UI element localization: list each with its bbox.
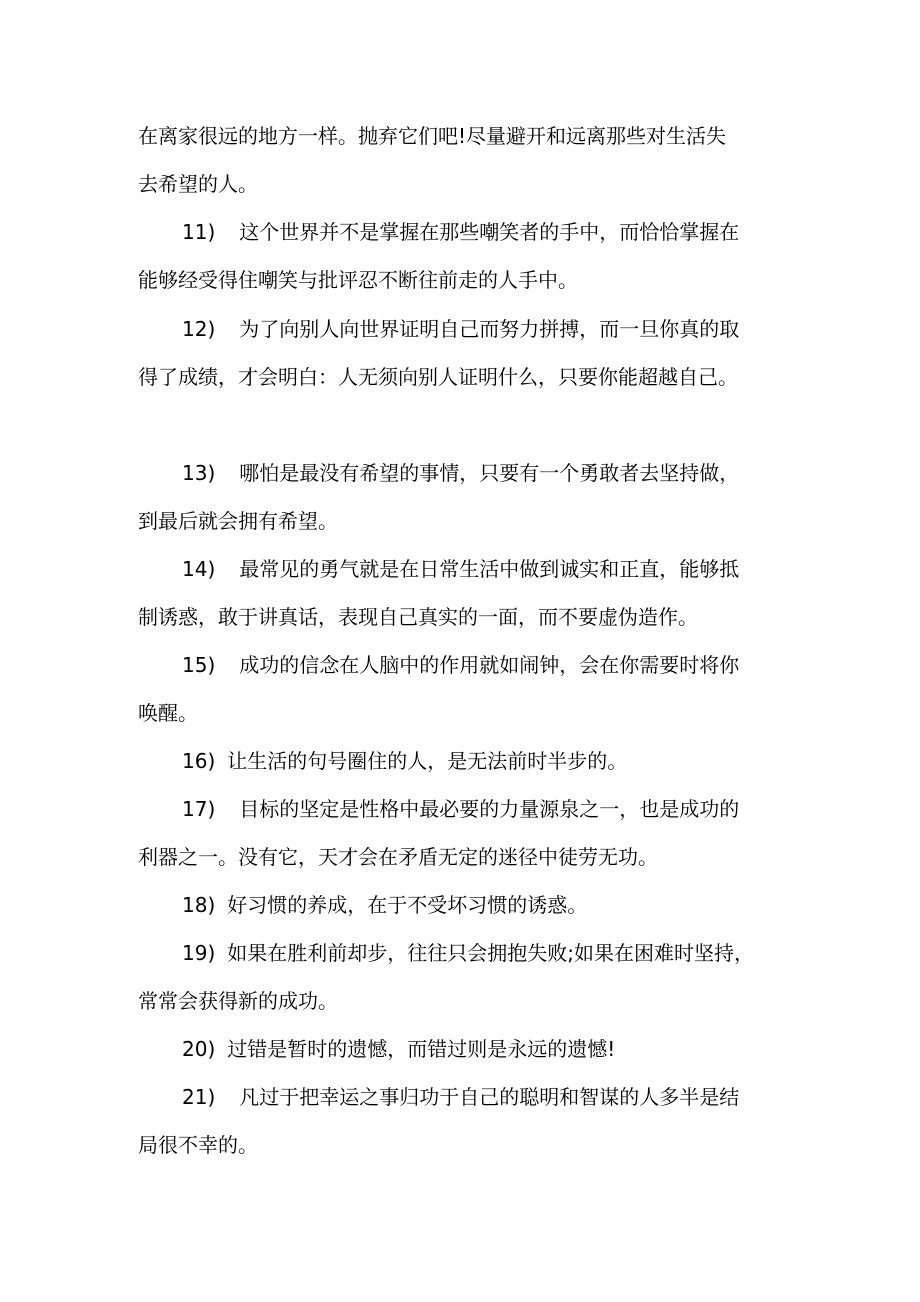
item-text: 凡过于把幸运之事归功于自己的聪明和智谋的人多半是结 [239,1085,740,1109]
continuation-paragraph [138,112,798,208]
item-text-continued: 得了成绩，才会明白：人无须向别人证明什么，只要你能超越自己。 [138,365,738,389]
list-item-17 [138,785,798,881]
item-number: 17) [182,797,216,821]
item-text: 最常见的勇气就是在日常生活中做到诚实和正直，能够抵 [239,557,740,581]
list-item-13 [138,449,798,545]
item-text: 成功的信念在人脑中的作用就如闹钟，会在你需要时将你 [239,653,740,677]
list-item-20 [138,1025,798,1073]
item-text-continued: 利器之一。没有它，天才会在矛盾无定的迷径中徒劳无功。 [138,845,658,869]
item-number: 14) [182,557,216,581]
item-text-continued: 局很不幸的。 [138,1133,258,1157]
item-text: 好习惯的养成，在于不受坏习惯的诱惑。 [227,893,588,917]
item-number: 11) [182,220,216,244]
list-item-19 [138,929,798,1025]
item-text: 让生活的句号圈住的人，是无法前时半步的。 [227,749,628,773]
list-item-16 [138,737,798,785]
item-text-continued: 制诱惑，敢于讲真话，表现自己真实的一面，而不要虚伪造作。 [138,605,698,629]
list-item-14 [138,545,798,641]
item-text: 这个世界并不是掌握在那些嘲笑者的手中，而恰恰掌握在 [239,220,740,244]
item-number: 16) [182,749,216,773]
item-text-continued: 能够经受得住嘲笑与批评忍不断往前走的人手中。 [138,268,578,292]
paragraph-line: 在离家很远的地方一样。抛弃它们吧!尽量避开和远离那些对生活失 [138,124,727,148]
list-item-12 [138,305,798,401]
item-text: 过错是暂时的遗憾，而错过则是永远的遗憾! [227,1037,616,1061]
item-text-continued: 到最后就会拥有希望。 [138,509,338,533]
item-number: 21) [182,1085,216,1109]
item-text: 如果在胜利前却步，往往只会拥抱失败;如果在困难时坚持， [227,941,755,965]
item-number: 20) [182,1037,216,1061]
list-item-15 [138,641,798,737]
item-number: 18) [182,893,216,917]
item-number: 19) [182,941,216,965]
list-item-21 [138,1073,798,1169]
list-item-18 [138,881,798,929]
item-text-continued: 唤醒。 [138,701,198,725]
item-number: 12) [182,317,216,341]
item-number: 15) [182,653,216,677]
item-text-continued: 常常会获得新的成功。 [138,989,338,1013]
item-text: 为了向别人向世界证明自己而努力拼搏，而一旦你真的取 [239,317,740,341]
list-item-11 [138,208,798,304]
paragraph-line: 去希望的人。 [138,172,258,196]
item-text: 目标的坚定是性格中最必要的力量源泉之一，也是成功的 [239,797,740,821]
item-text: 哪怕是最没有希望的事情，只要有一个勇敢者去坚持做， [239,461,740,485]
item-number: 13) [182,461,216,485]
